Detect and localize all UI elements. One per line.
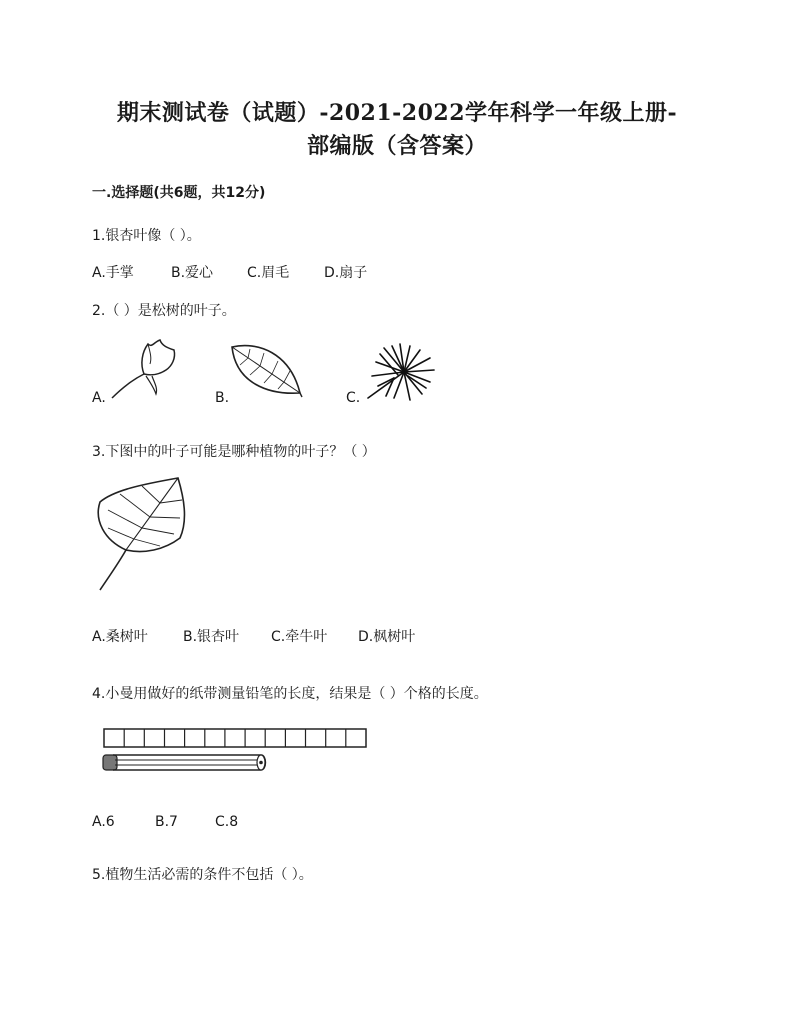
q2-option-b[interactable]: B.: [215, 390, 230, 406]
pencil-icon: [101, 753, 269, 773]
q1-option-b[interactable]: B.爱心: [171, 265, 214, 281]
section-heading: 一.选择题(共6题，共12分): [92, 185, 266, 201]
q3-option-d[interactable]: D.枫树叶: [358, 629, 416, 645]
q4-option-c[interactable]: C.8: [215, 814, 239, 830]
paper-strip-grid: [103, 728, 367, 748]
q3-option-a[interactable]: A.桑树叶: [92, 629, 148, 645]
pine-needles-icon: [364, 342, 436, 404]
q4-option-b[interactable]: B.7: [155, 814, 178, 830]
q4-option-a[interactable]: A.6: [92, 814, 115, 830]
q2-option-c[interactable]: C.: [346, 390, 361, 406]
question-3: 3.下图中的叶子可能是哪种植物的叶子？（ ）: [92, 444, 376, 460]
q2-option-a[interactable]: A.: [92, 390, 106, 406]
q1-option-d[interactable]: D.扇子: [324, 265, 368, 281]
oval-leaf-icon: [228, 343, 304, 399]
birch-leaf-icon: [94, 474, 190, 592]
question-2: 2.（ ）是松树的叶子。: [92, 303, 236, 319]
question-4: 4.小曼用做好的纸带测量铅笔的长度，结果是（ ）个格的长度。: [92, 686, 488, 702]
question-1: 1.银杏叶像（ ）。: [92, 228, 201, 244]
q1-option-c[interactable]: C.眉毛: [247, 265, 290, 281]
ginkgo-leaf-icon: [110, 338, 180, 400]
q3-option-b[interactable]: B.银杏叶: [183, 629, 240, 645]
page-title-line2: 部编版（含答案）: [306, 133, 487, 159]
q3-option-c[interactable]: C.牵牛叶: [271, 629, 328, 645]
question-5: 5.植物生活必需的条件不包括（ ）。: [92, 867, 313, 883]
q1-option-a[interactable]: A.手掌: [92, 265, 134, 281]
page-title-line1: 期末测试卷（试题）-2021-2022学年科学一年级上册-: [116, 100, 678, 126]
